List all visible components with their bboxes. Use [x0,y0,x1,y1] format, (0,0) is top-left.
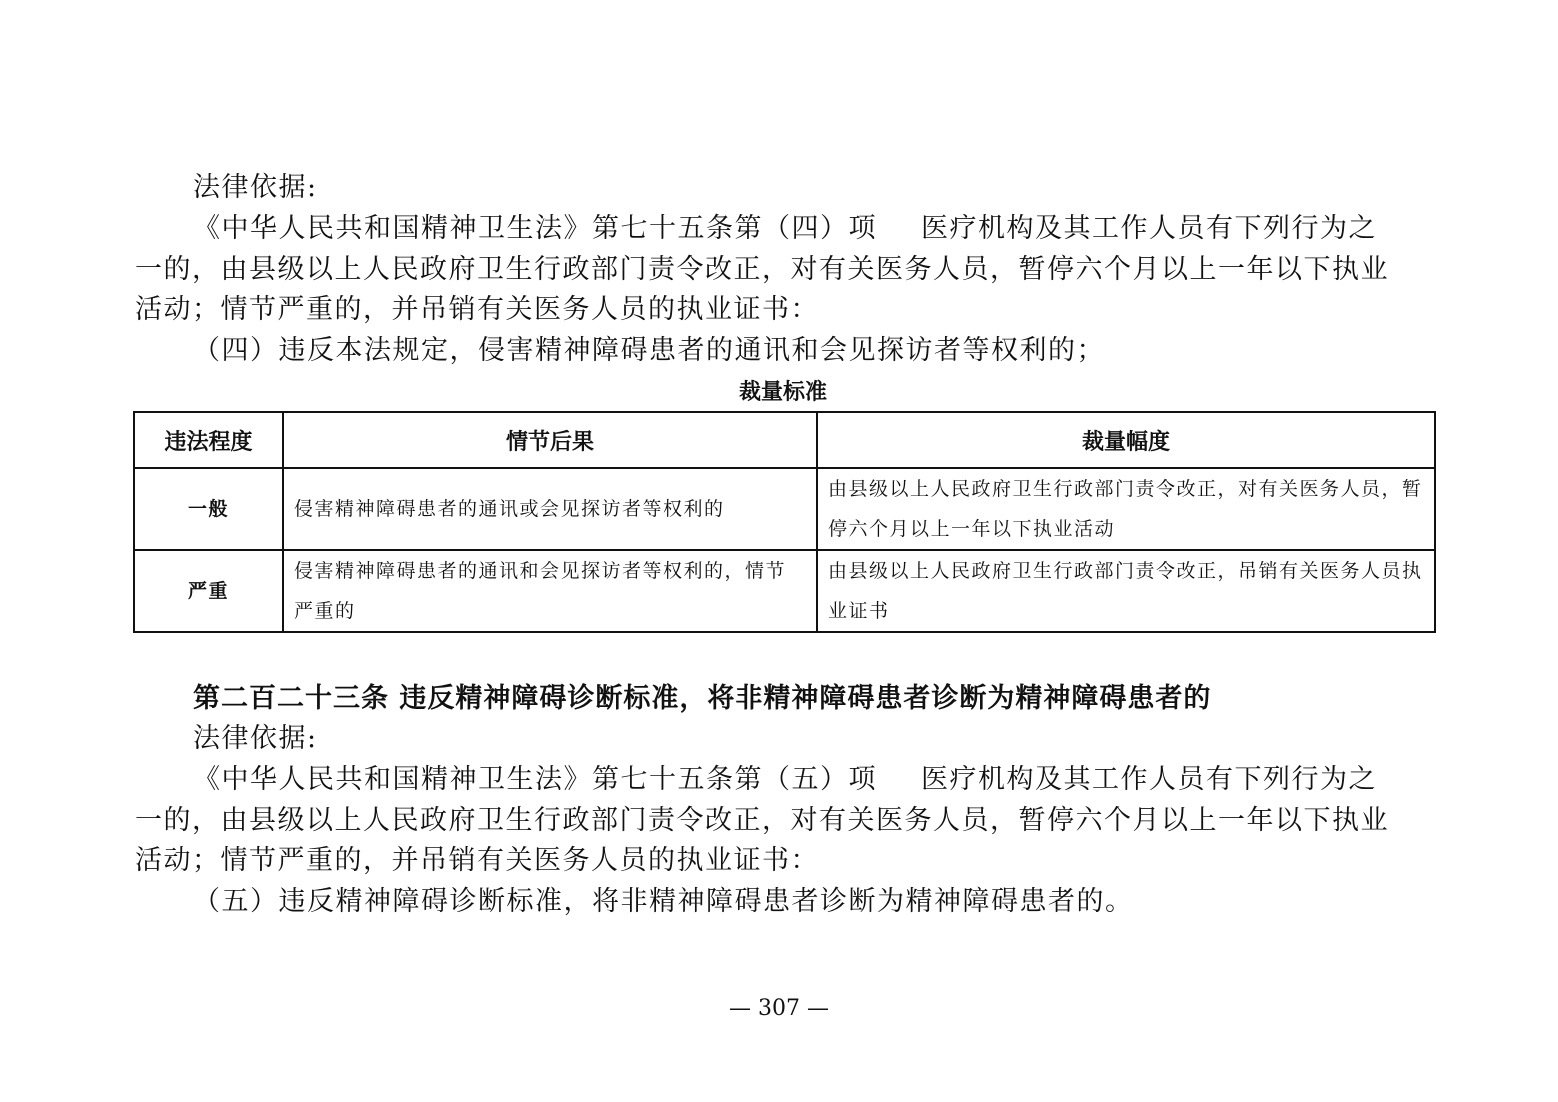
law-reference: 《中华人民共和国精神卫生法》第七十五条第（五）项 [193,764,877,795]
law-item: （四）违反本法规定，侵害精神障碍患者的通讯和会见探访者等权利的； [193,335,1105,366]
law-text-line: 一的，由县级以上人民政府卫生行政部门责令改正，对有关医务人员，暂停六个月以上一年以下执业 [135,254,1389,285]
table-row [134,550,1435,632]
range-cell: 由县级以上人民政府卫生行政部门责令改正，对有关医务人员，暂停六个月以上一年以下执业活动 [817,468,1435,550]
law-reference-line [193,209,1425,250]
law-item: （五）违反精神障碍诊断标准，将非精神障碍患者诊断为精神障碍患者的。 [193,886,1134,917]
table-title: 裁量标准 [738,380,827,405]
law-reference: 《中华人民共和国精神卫生法》第七十五条第（四）项 [193,213,877,244]
table-row [134,468,1435,550]
legal-basis-label: 法律依据: [193,723,318,754]
column-header: 情节后果 [283,412,817,468]
law-reference-line [193,760,1425,801]
column-header: 裁量幅度 [817,412,1435,468]
consequence-cell: 侵害精神障碍患者的通讯或会见探访者等权利的 [283,468,817,550]
range-cell: 由县级以上人民政府卫生行政部门责令改正，吊销有关医务人员执业证书 [817,550,1435,632]
degree-cell: 严重 [134,550,283,632]
law-text-line: 活动；情节严重的，并吊销有关医务人员的执业证书： [135,845,819,876]
degree-cell: 一般 [134,468,283,550]
law-text-line: 活动；情节严重的，并吊销有关医务人员的执业证书： [135,294,819,325]
law-text: 医疗机构及其工作人员有下列行为之 [921,213,1377,244]
page-number: — 307 — [729,996,829,1021]
law-text-line: 一的，由县级以上人民政府卫生行政部门责令改正，对有关医务人员，暂停六个月以上一年以下执业 [135,805,1389,836]
discretion-standard-table [133,411,1436,633]
consequence-cell: 侵害精神障碍患者的通讯和会见探访者等权利的，情节严重的 [283,550,817,632]
column-header: 违法程度 [134,412,283,468]
table-header-row [134,412,1435,468]
article-heading: 第二百二十三条 违反精神障碍诊断标准，将非精神障碍患者诊断为精神障碍患者的 [193,683,1212,714]
legal-basis-label: 法律依据: [193,172,318,203]
law-text: 医疗机构及其工作人员有下列行为之 [921,764,1377,795]
